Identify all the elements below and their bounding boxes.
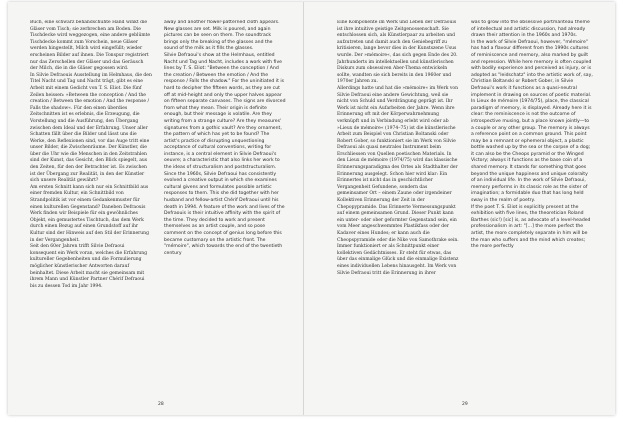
- left-page: [8, 2, 308, 415]
- german-text: Buch, eine schwarz behandschuhte Hand winkt die Gläser vom Tisch; sie zerbrechen am Boden. Die Tischdecke wird weggezogen, eine andere geblümte Tischdecke kommt zum Vorschein, neue Gläser werden hingestellt, Milch wird eingefüllt; wieder erscheinen Bilder auf ihnen. Die Tonspur registriert nur das Zerschellen der Gläser und das Geräusch der Milch, die in die Gläser gegossen wird. In Silvie Defraouis Ausstellung im Helmhaus, die den Titel Nacht und Tag und Nacht trägt, gibt es eine Arbeit mit einem Gedicht von T. S. Eliot. Die fünf Zeilen heissen: »Between the conception / And the creation / Between the emotion / And the response / Falls the shadow«. Für den einen überdies Zeitschnitten ist es erlebnis, die Erzeugung, die Vorstellung und die Ausführung, den Übergang zwischen dem Ideal und der Erfahrung. Unser aller Schatten fällt über die Bilder und lässt uns die Werke, den Reflexionen sind, vor das Auge tritt eine unser Bilder, die Zwischenräume. Der Künstler, die über die Uhr wie die Menschen in den Zeitstrahlen sind der Kunst, das Gesicht, den Blick spiegelt, aus den Zeiten, für den der Betrachter ist. Es zwischen ist der Übergang zur Realität, in den der Künstler sich unsere Realität gewährt? Am ersten Schnitt kann sich nur ein Schnittbild aus einer fremden Kultur, ein Schnittbild von Strandpolitik ist vor einem Gedankenmuster für einen kulturellen Gegenstand? Daneben Defraouis Werk finden wir Beispiele für ein gewöhnliches Objekt, ein gemustertes Tischtuch, das dem Werk durch einen Bezug auf einen Grundstoff auf ihr Kultur sind der Hinweis auf den Stil der Erinnerung in der Vergangenheit. Seit den 60er Jahren trifft Silvie Defraoui konsequent ein Werk voran, welches die Erfahrung kultureller Gegebenheiten und die Formulierung möglicher künstlerischer Antworten darauf beinhaltet. Diese Arbeit macht sie gemeinsam mit ihrem Mann und Künstler Partner Chérif Defraoui bis zu dessen Tod im Jahr 1994.: [30, 20, 152, 289]
- english-text: was to grow into the obsessive portmanteau theme of intellectual and artistic discussion, had already drawn their attention in the 1960s and 1970s. In the work of Silvie Defraoui, however, "mémoire" has had a flavour different from the 1990s cultures of reminiscence and memory, also marked by guilt and repression. While here memory is often coupled with bodily experience and perceived as injury, or is adopted as "leidschatz" into the artistic work of, say, Christian Boltanski or Robert Gober, in Silvie Defraoui's work it functions as a quasi-neutral implement in drawing on sources of poetic material. In Lieux de mémoire (1974/75), place, the classical paradigm of memory, is displayed. Already here it is clear: the reminiscence is not the outcome of introspective musing, but a place known jointly—to a couple or any other group. The memory is always a reference point on a common ground. This point may be a remnant or ephemeral object, a plastic bottle washed up by the sea or the corpse of a dog; it can also be the Cheops pyramid or the Winged Victory; always it functions as the base coin of a shared memory. It stands for something that goes beyond the unique happiness and unique coloraity of an individual life. In the work of Silvie Defraoui, memory performs in its classic role as the sister of imagination; a formidable duo that has long held sway in the realm of poetry. If the poet T. S. Eliot is explicitly present at the exhibition with five lines, the theoretician Roland Barthes (sic!) [sic] is, as advocate of a level-headed professionalism in art: "[…] the more perfect the artist, the more completely separate in him will be the man who suffers and the mind which creates; the more perfectly: [471, 20, 593, 250]
- english-text: away and another flower-patterned cloth appears. New glasses are set. Milk is poured, and again pictures can be seen on them. The soundtrack brings only the breaking of the glasses and the sound of the milk as it fills the glasses. Silvie Defraoui's show at the Helmhaus, entitled Nacht und Tag und Nacht, includes a work with five lines by T. S. Eliot: "Between the conception / And the creation / Between the emotion / And the response / Falls the shadow." For the uninitiated it is hard to decipher the fifteen words, as they are cut off at mid-height and only the upper halves appear on fifteen separate canvases. The signs are divorced from what they mean. Their origin is definite enough, but their message is volatile. Are they writing from a strange culture? Are they measures' signatures from a gothic vault? Are they ornament, the pattern of which has yet to be found? The artist's practice of disrupting unquestioning acceptance of cultural conventions, writing for instance, is a central element in Silvie Defraoui's oeuvre; a characteristic that also links her work to the ideas of structuralism and poststructuralism. Since the 1960s, Silvie Defraoui has consistently evolved a creative output in which she examines cultural givens and formulates possible artistic responses to them. This she did together with her husband and fellow-artist Chérif Defraoui until his death in 1994. A feature of the work and lives of the Defraouis is their intuitive affinity with the spirit of the time. They decided to work and present themselves as an artist couple, and so pose comment on the concept of genius long before this became customary on the artistic front. The "mémoire", which towards the end of the twentieth century: [164, 20, 286, 256]
- page-number-left: 28: [158, 402, 164, 407]
- left-page-german-column: [30, 20, 152, 378]
- right-page-english-column: [471, 20, 593, 378]
- german-text: Eine Komponente im Werk und Leben der Defraouis ist ihre intuitive geistige Zeitgenossenschaft. Sie entschlossen sich, als Künstlerpaar zu arbeiten und aufzutreten und damit auch den Geniebegriff zu kritisieren, lange bevor dies in der Kunstszene Usus wurde. Der »mémoire«, das sich gegen Ende des 20. Jahrhunderts im intellektuellen und künstlerischen Diskurs zum obsessiven Aber-Thema entwickeln sollte, wandten sie sich bereits in den 1960er und 1970er Jahren zu. Allerdings hatte und hat die »mémoire« im Werk von Silvie Defraoui eine andere Gewichtung, weil sie nicht von Schuld und Verdrängung geprägt ist. Ihr Werk ist nicht ein Aufarbeiten der Jahre. Wenn ihre Erinnerung oft mit der Körperwahrnehmung verknüpft und in Verbindung erlebt wird oder ab »Lieux de mémoire« (1974–75) ist die künstlerische Arbeit zum Beispiel von Christian Boltanski oder Robert Gober, so funktioniert sie im Werk von Silvie Defraoui als quasi neutrales Instrument beim Erschliessen von Quellen poetischen Materials. In den Lieux de mémoire (1974/75) wird das klassische Erinnerungsparadigma des Ortes als Stadthalter der Erinnerung ausgelegt. Schon hier wird klar: Ein Erinnertes ist nicht das in geschichtlicher Vergangenheit Gefundene, sondern das gemeinsamer Ort – einem Zaune oder irgendeiner Kollektiven Erinnerung der Zeit in der Chepopypramide. Das Erinnerte Vermessungspunkt auf einem gemeinsamen Grund. Dieser Punkt kann ein unter- oder ober geformter Gegenstand sein, ein vom Meer angeschwemmtes Plastikfass oder der Kadaver eines Hundes; er kann auch die Cheopspyramide oder die Nike von Samothrake sein. Immer funktioniert er als Schnittpunkt einer kollektiven Gedächtnisses. Er steht für etwas, das über das einmalige Glück und die einmalige Existenz eines individuellen Lebens hinausgeht. Im Werk von Silvie Defraoui tritt die Erinnerung in ihrer: [337, 20, 459, 276]
- right-page: [315, 2, 615, 415]
- page-number-right: 29: [462, 402, 468, 407]
- right-page-german-column: [337, 20, 459, 378]
- left-page-english-column: [164, 20, 286, 378]
